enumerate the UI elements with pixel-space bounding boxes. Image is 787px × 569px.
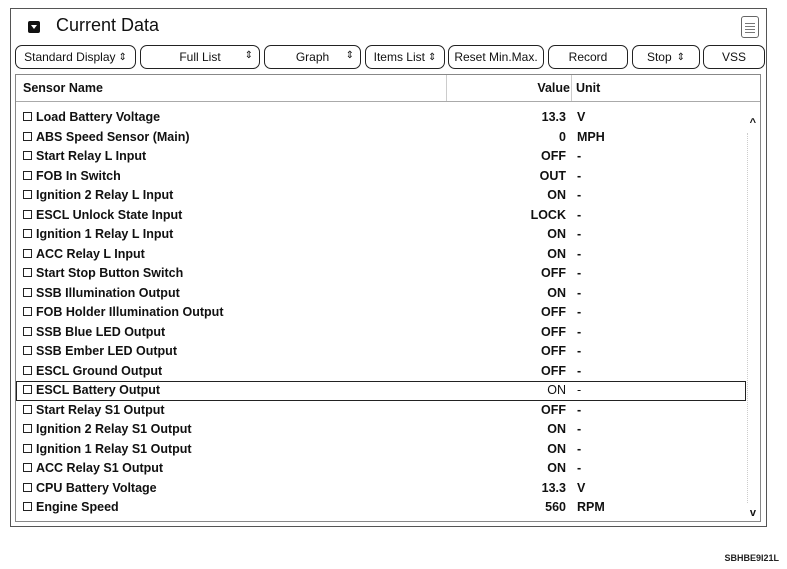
sensor-unit: - — [577, 266, 582, 280]
table-row[interactable] — [16, 420, 746, 440]
row-checkbox[interactable] — [23, 424, 32, 433]
full-list-label: Full List — [179, 50, 221, 64]
table-header — [16, 75, 760, 102]
table-row[interactable] — [16, 108, 746, 128]
table-body — [16, 108, 746, 518]
sensor-unit: - — [577, 207, 582, 222]
sensor-value: 13.3 — [541, 110, 566, 124]
table-row[interactable] — [16, 264, 746, 284]
sensor-value: OFF — [541, 324, 566, 339]
sensor-name: ESCL Ground Output — [36, 363, 163, 378]
scroll-up-icon[interactable]: ^ — [749, 117, 756, 129]
sensor-unit: - — [577, 344, 582, 358]
figure-code: SBHBE9I21L — [724, 553, 779, 563]
row-checkbox[interactable] — [23, 502, 32, 511]
row-checkbox[interactable] — [23, 483, 32, 492]
table-row[interactable] — [16, 440, 746, 460]
row-checkbox[interactable] — [23, 132, 32, 141]
reset-min-max-button[interactable] — [448, 45, 544, 69]
stop-select[interactable] — [632, 45, 700, 69]
sensor-unit: - — [577, 324, 582, 339]
table-row[interactable] — [16, 323, 746, 343]
header-divider — [571, 75, 572, 101]
sensor-value: ON — [547, 246, 566, 261]
sensor-name: ESCL Battery Output — [36, 383, 161, 397]
sensor-value: OFF — [541, 344, 566, 358]
row-checkbox[interactable] — [23, 171, 32, 180]
sensor-unit: - — [577, 363, 582, 378]
graph-label: Graph — [295, 50, 330, 64]
table-row[interactable] — [16, 245, 746, 265]
sensor-name: Ignition 2 Relay L Input — [36, 188, 174, 202]
sensor-name: FOB In Switch — [36, 168, 121, 183]
window-title: Current Data — [56, 15, 160, 35]
sensor-value: 560 — [545, 500, 566, 514]
items-list-label: Items List — [373, 50, 425, 64]
table-row[interactable] — [16, 459, 746, 479]
updown-arrow-icon: ⇕ — [345, 50, 354, 61]
sensor-unit: - — [577, 246, 582, 261]
row-checkbox[interactable] — [23, 190, 32, 199]
sensor-unit: - — [577, 441, 582, 456]
sensor-unit: - — [577, 422, 582, 436]
sensor-name: ESCL Unlock State Input — [36, 207, 183, 222]
header-value[interactable]: Value — [537, 81, 570, 95]
table-row[interactable] — [16, 342, 746, 362]
vss-label: VSS — [721, 50, 746, 64]
row-checkbox[interactable] — [23, 307, 32, 316]
sensor-name: CPU Battery Voltage — [36, 480, 157, 495]
row-checkbox[interactable] — [23, 210, 32, 219]
sensor-name: Start Stop Button Switch — [36, 266, 184, 280]
row-checkbox[interactable] — [23, 288, 32, 297]
standard-display-label: Standard Display — [24, 50, 116, 64]
row-checkbox[interactable] — [23, 385, 32, 394]
sensor-name: Ignition 2 Relay S1 Output — [36, 422, 192, 436]
record-button[interactable] — [548, 45, 628, 69]
header-divider — [446, 75, 447, 101]
row-checkbox[interactable] — [23, 366, 32, 375]
sensor-value: OFF — [541, 363, 566, 378]
sensor-name: SSB Blue LED Output — [36, 324, 166, 339]
sensor-value: OFF — [541, 149, 566, 163]
sensor-value: ON — [547, 422, 566, 436]
vss-button[interactable] — [703, 45, 765, 69]
row-checkbox[interactable] — [23, 268, 32, 277]
updown-arrow-icon: ⇕ — [118, 51, 127, 63]
updown-arrow-icon: ⇕ — [427, 51, 437, 63]
table-row[interactable] — [16, 284, 746, 304]
table-row[interactable] — [16, 401, 746, 421]
sensor-name: Start Relay L Input — [36, 149, 147, 163]
sensor-unit: RPM — [577, 500, 605, 514]
sensor-name: ABS Speed Sensor (Main) — [36, 129, 190, 144]
row-checkbox[interactable] — [23, 151, 32, 160]
updown-arrow-icon: ⇕ — [676, 51, 686, 63]
sensor-table — [15, 74, 761, 522]
table-row[interactable] — [16, 362, 746, 382]
sensor-value: 13.3 — [541, 480, 566, 495]
sensor-name: ACC Relay L Input — [36, 246, 145, 261]
reset-label: Reset Min.Max. — [454, 50, 538, 64]
table-row[interactable] — [16, 225, 746, 245]
table-row[interactable] — [16, 167, 746, 187]
table-row[interactable] — [16, 303, 746, 323]
sensor-value: ON — [547, 285, 566, 300]
row-checkbox[interactable] — [23, 346, 32, 355]
sensor-unit: - — [577, 383, 582, 397]
scrollbar-track[interactable] — [747, 133, 754, 503]
sensor-value: 0 — [559, 129, 566, 144]
standard-display-select[interactable] — [15, 45, 136, 69]
sensor-value: ON — [547, 227, 566, 241]
sensor-name: Load Battery Voltage — [36, 110, 161, 124]
sensor-value: OFF — [541, 266, 566, 280]
sensor-unit: - — [577, 188, 582, 202]
items-list-select[interactable] — [365, 45, 445, 69]
title-bar — [11, 9, 766, 45]
scroll-down-icon[interactable]: v — [749, 507, 756, 519]
toolbar — [15, 45, 765, 71]
row-checkbox[interactable] — [23, 405, 32, 414]
row-checkbox[interactable] — [23, 112, 32, 121]
sensor-value: ON — [547, 441, 566, 456]
sensor-value: ON — [547, 383, 566, 397]
header-sensor-name[interactable]: Sensor Name — [23, 81, 103, 95]
record-label: Record — [568, 50, 608, 64]
row-checkbox[interactable] — [23, 327, 32, 336]
sensor-value: ON — [547, 461, 566, 475]
sensor-unit: MPH — [577, 129, 605, 144]
sensor-value: LOCK — [530, 207, 566, 222]
row-checkbox[interactable] — [23, 249, 32, 258]
sensor-value: OUT — [539, 168, 566, 183]
current-data-panel — [10, 8, 767, 527]
sensor-unit: - — [577, 285, 582, 300]
row-checkbox[interactable] — [23, 463, 32, 472]
sensor-name: ACC Relay S1 Output — [36, 461, 164, 475]
sensor-unit: - — [577, 149, 582, 163]
sensor-name: Engine Speed — [36, 500, 119, 514]
full-list-select[interactable] — [140, 45, 260, 69]
table-row[interactable] — [16, 128, 746, 148]
table-row[interactable] — [16, 147, 746, 167]
table-row[interactable] — [16, 479, 746, 499]
page-icon[interactable] — [741, 16, 759, 38]
sensor-name: Start Relay S1 Output — [36, 402, 165, 417]
graph-select[interactable] — [264, 45, 361, 69]
collapse-icon[interactable] — [28, 21, 40, 33]
stop-label: Stop — [646, 50, 672, 64]
sensor-name: SSB Illumination Output — [36, 285, 180, 300]
sensor-unit: - — [577, 227, 582, 241]
updown-arrow-icon: ⇕ — [244, 50, 253, 61]
sensor-name: Ignition 1 Relay S1 Output — [36, 441, 192, 456]
sensor-unit: - — [577, 305, 582, 319]
sensor-value: OFF — [541, 402, 566, 417]
sensor-value: ON — [547, 188, 566, 202]
row-checkbox[interactable] — [23, 444, 32, 453]
table-row[interactable] — [16, 206, 746, 226]
sensor-name: Ignition 1 Relay L Input — [36, 227, 174, 241]
sensor-unit: V — [577, 110, 586, 124]
sensor-name: FOB Holder Illumination Output — [36, 305, 224, 319]
row-checkbox[interactable] — [23, 229, 32, 238]
table-row[interactable] — [16, 186, 746, 206]
table-row[interactable] — [16, 381, 746, 401]
sensor-value: OFF — [541, 305, 566, 319]
sensor-unit: - — [577, 461, 582, 475]
header-unit[interactable]: Unit — [576, 81, 601, 95]
sensor-unit: V — [577, 480, 586, 495]
sensor-unit: - — [577, 168, 582, 183]
table-row[interactable] — [16, 498, 746, 518]
sensor-unit: - — [577, 402, 582, 417]
sensor-name: SSB Ember LED Output — [36, 344, 177, 358]
